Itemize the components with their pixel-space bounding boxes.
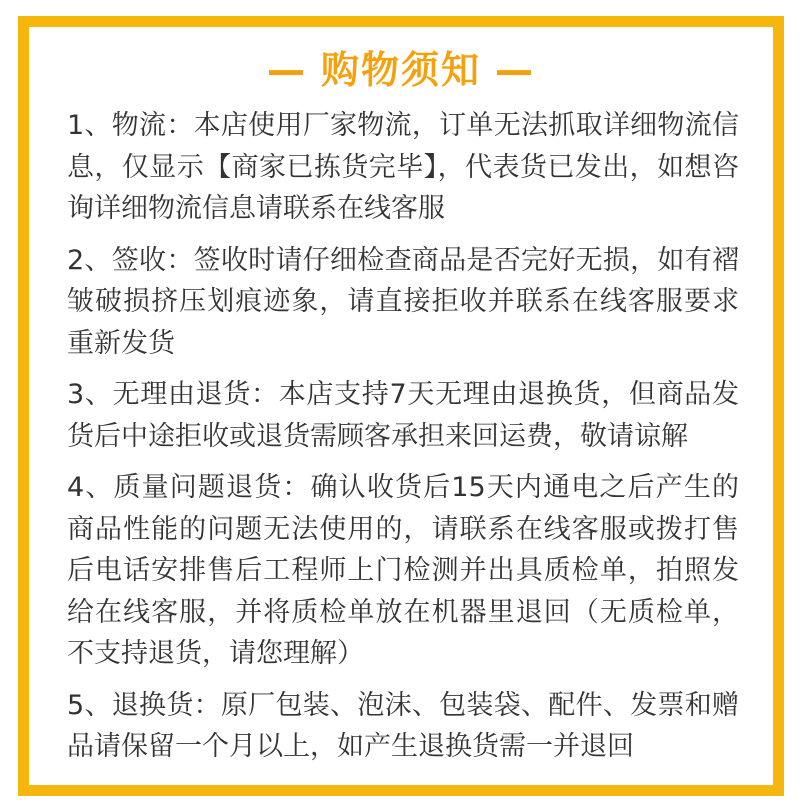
notice-item-logistics: 1、物流：本店使用厂家物流，订单无法抓取详细物流信息，仅显示【商家已拣货完毕】，代表货已发出，如想咨询详细物流信息请联系在线客服 — [67, 110, 739, 224]
title-right-dash: — — [495, 48, 535, 92]
notice-item-receipt: 2、签收：签收时请仔细检查商品是否完好无损，如有褶皱破损挤压划痕迹象，请直接拒收并联系在线客服要求重新发货 — [67, 244, 739, 359]
page-title — [29, 45, 773, 95]
notice-list — [67, 105, 739, 768]
notice-item-exchange: 5、退换货：原厂包装、泡沫、包装袋、配件、发票和赠品请保留一个月以上，如产生退换货需一并退回 — [67, 689, 739, 762]
title-text: 购物须知 — [320, 48, 481, 92]
notice-frame — [18, 16, 784, 796]
notice-item-no-reason-return: 3、无理由退货：本店支持7天无理由退换货，但商品发货后中途拒收或退货需顾客承担来回运费，敬请谅解 — [67, 379, 739, 452]
title-left-dash: — — [266, 48, 307, 92]
notice-item-quality-return: 4、质量问题退货：确认收货后15天内通电之后产生的商品性能的问题无法使用的，请联系在线客服或拨打售后电话安排售后工程师上门检测并出具质检单，拍照发给在线客服，并将质检单放在机器里退回（无质检单，不支持退货，请您理解） — [67, 472, 739, 669]
